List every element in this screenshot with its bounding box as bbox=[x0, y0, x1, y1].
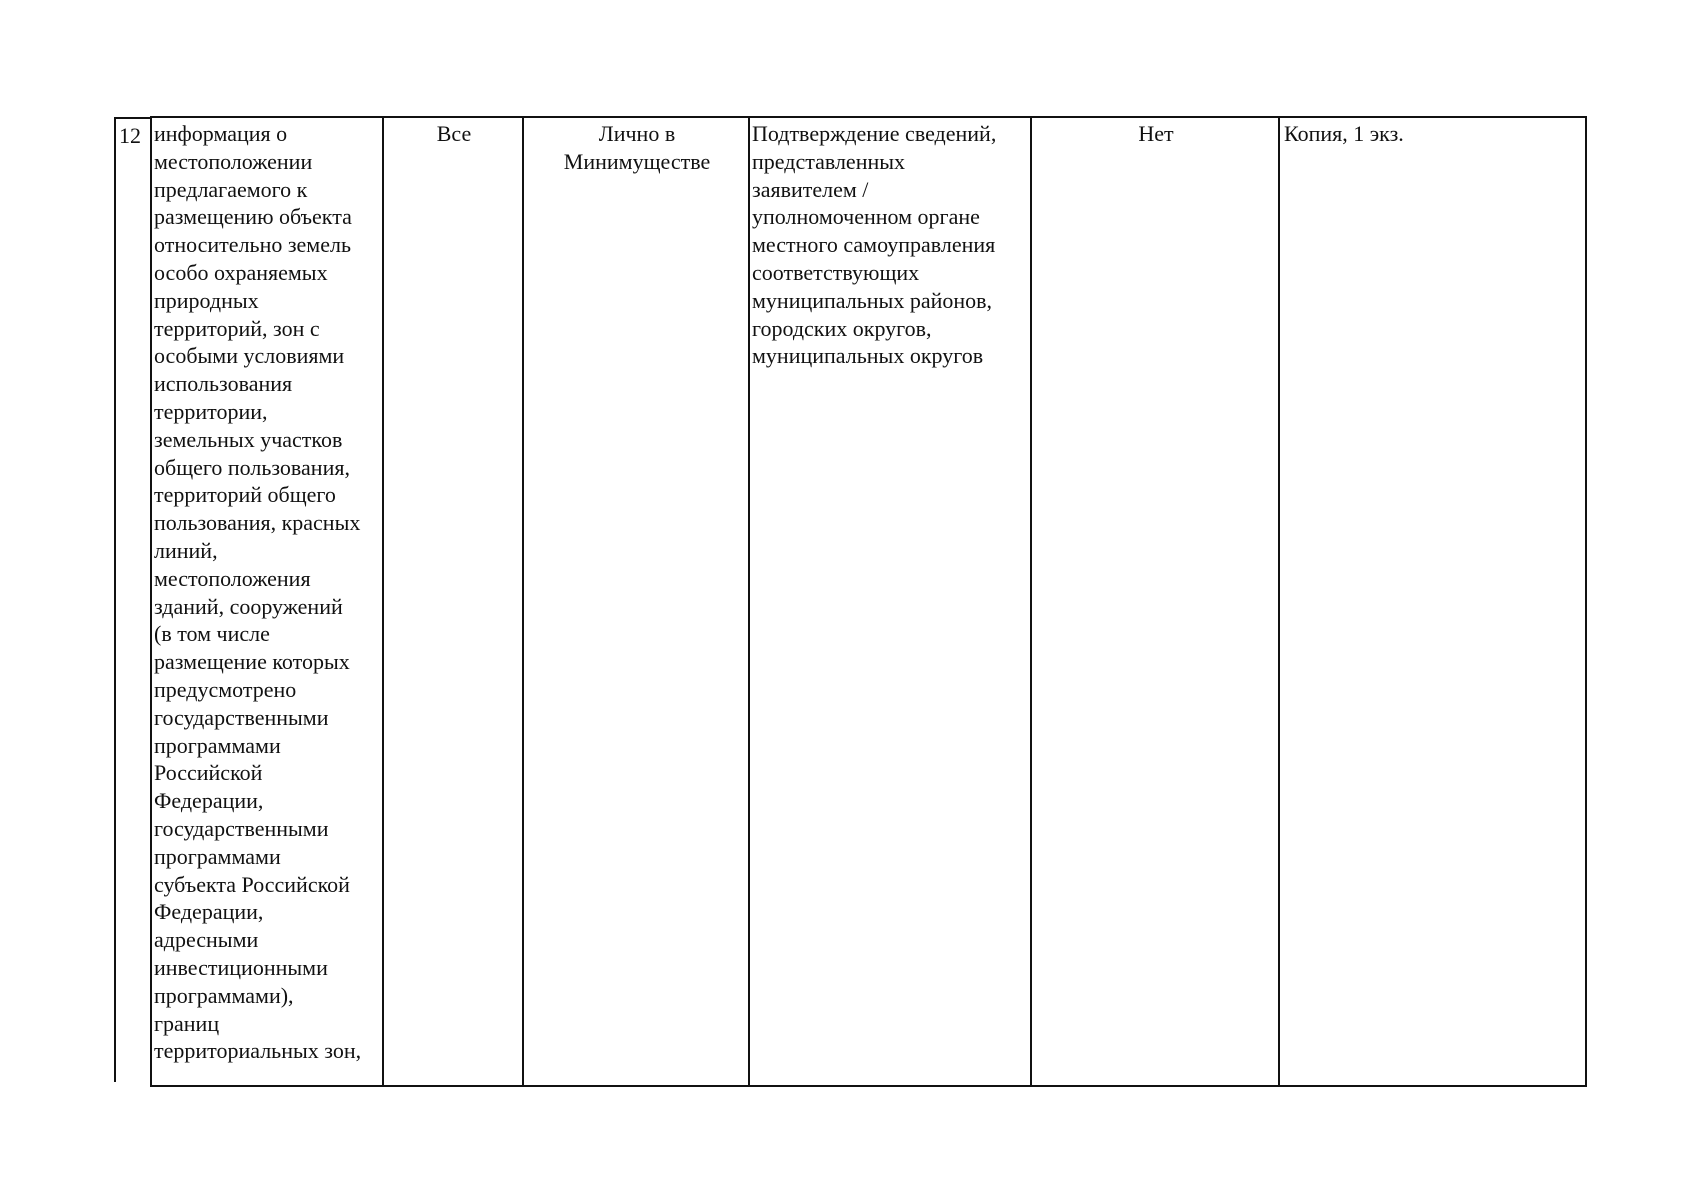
column-divider bbox=[748, 116, 750, 1087]
cell-copy-requirement: Копия, 1 экз. bbox=[1284, 121, 1404, 146]
cell-submission-method: Лично в Минимуществе bbox=[563, 121, 711, 174]
column-divider bbox=[1278, 116, 1280, 1087]
cell-fee: Нет bbox=[1138, 121, 1174, 146]
column-divider bbox=[382, 116, 384, 1087]
row-number: 12 bbox=[114, 117, 150, 1082]
column-divider bbox=[1030, 116, 1032, 1087]
column-divider bbox=[522, 116, 524, 1087]
cell-document-description: информация о местоположении предлагаемого к размещению объекта относительно земель особо охраняемых природных территорий, зон с особыми условиями использования территории, земельных участков общего пользования, территорий общего пользования, красных линий, местоположения зданий, сооружений (в том числе размещение которых предусмотрено государственными программами Российской Федерации, государственными программами субъекта Российской Федерации, адресными инвестиционными программами), границ территориальных зон, bbox=[154, 121, 362, 1064]
cell-applicants: Все bbox=[436, 121, 472, 146]
cell-purpose: Подтверждение сведений, представленных заявителем / уполномоченном органе местного самоуправления соответствующих муниципальных районов, городских округов, муниципальных округов bbox=[752, 121, 997, 369]
